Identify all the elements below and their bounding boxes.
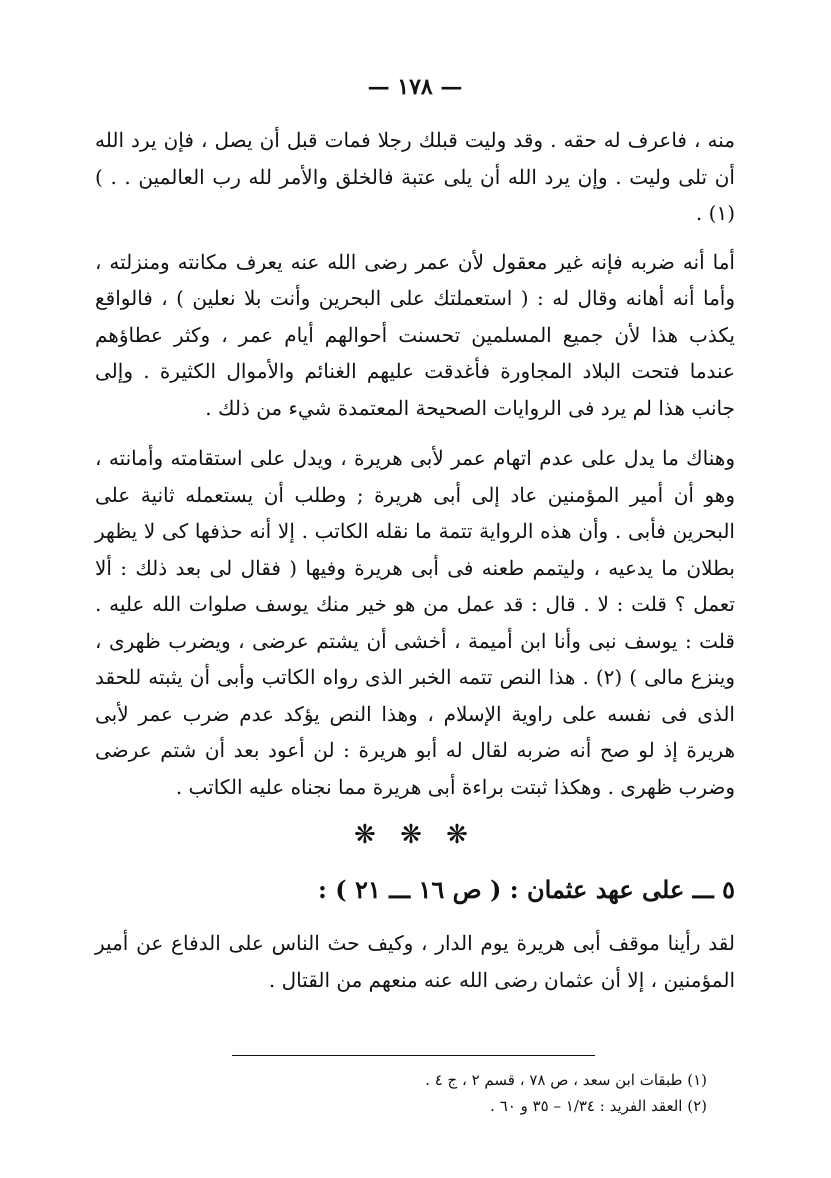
section-heading: ٥ ـــ على عهد عثمان : ( ص ١٦ ـــ ٢١ ) : xyxy=(318,875,735,904)
page-number: — ١٧٨ — xyxy=(367,74,463,100)
footnote-divider xyxy=(232,1055,595,1056)
footnote-1: (١) طبقات ابن سعد ، ص ٧٨ ، قسم ٢ ، ج ٤ . xyxy=(425,1071,707,1089)
section-paragraph: لقد رأينا موقف أبى هريرة يوم الدار ، وكيف حث الناس على الدفاع عن أمير المؤمنين ، إلا أن عثمان رضى الله عنه منعهم من القتال . xyxy=(95,931,735,992)
footnote-2: (٢) العقد الفريد : ١/٣٤ – ٣٥ و ٦٠ . xyxy=(490,1097,707,1115)
page-body xyxy=(95,70,735,998)
paragraph-1: منه ، فاعرف له حقه . وقد وليت قبلك رجلا فمات قبل أن يصل ، فإن يرد الله أن تلى وليت . وإن يرد الله أن يلى عتبة فالخلق والأمر لله رب العالمين . . ) (١) . xyxy=(95,128,735,225)
section-ornament: ❋ ❋ ❋ xyxy=(354,820,476,850)
footnotes xyxy=(230,1067,707,1119)
paragraph-3: وهناك ما يدل على عدم اتهام عمر لأبى هريرة ، ويدل على استقامته وأمانته ، وهو أن أمير المؤمنين عاد إلى أبى هريرة ; وطلب أن يستعمله ثانية على البحرين فأبى . وأن هذه الرواية تتمة ما نقله الكاتب . إلا أنه حذفها كى لا يظهر بطلان ما يدعيه ، وليتمم طعنه فى أبى هريرة وفيها ( فقال لى بعد ذلك : ألا تعمل ؟ قلت : لا . قال : قد عمل من هو خير منك يوسف صلوات الله عليه . قلت : يوسف نبى وأنا ابن أميمة ، أخشى أن يشتم عرضى ، ويضرب ظهرى ، وينزع مالى ) (٢) . هذا النص تتمه الخبر الذى رواه الكاتب وأبى أن يثبته للحقد الذى فى نفسه على راوية الإسلام ، وهذا النص يؤكد عدم ضرب عمر لأبى هريرة إذ لو صح أنه ضربه لقال له أبو هريرة : لن أعود بعد أن شتم عرضى وضرب ظهرى . وهكذا ثبتت براءة أبى هريرة مما نجناه عليه الكاتب . xyxy=(95,446,736,799)
paragraph-2: أما أنه ضربه فإنه غير معقول لأن عمر رضى الله عنه يعرف مكانته ومنزلته ، وأما أنه أهانه وقال له : ( استعملتك على البحرين وأنت بلا نعلين ) ، فالواقع يكذب هذا لأن جميع المسلمين تحسنت أحوالهم أيام عمر ، وكثر عطاؤهم عندما فتحت البلاد المجاورة فأغدقت عليهم الغنائم والأموال الكثيرة . وإلى جانب هذا لم يرد فى الروايات الصحيحة المعتمدة شيء من ذلك . xyxy=(95,249,735,420)
